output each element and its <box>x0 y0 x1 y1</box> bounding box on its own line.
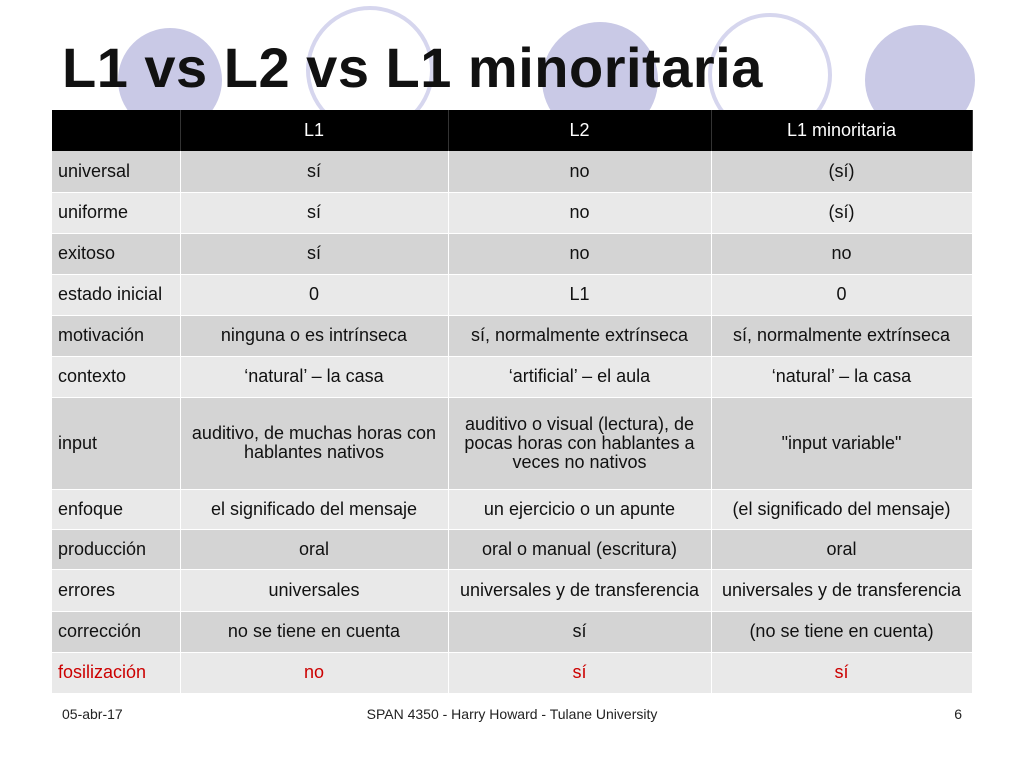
table-row <box>52 192 972 233</box>
cell-l1: sí <box>180 192 448 233</box>
cell-l2: sí <box>448 611 711 652</box>
header-cell-l2: L2 <box>448 110 711 151</box>
row-label: input <box>52 397 180 489</box>
cell-l1-minoritaria: no <box>711 233 972 274</box>
cell-l1: 0 <box>180 274 448 315</box>
cell-l1: no <box>180 652 448 693</box>
cell-l2: no <box>448 192 711 233</box>
row-label: estado inicial <box>52 274 180 315</box>
row-label: contexto <box>52 356 180 397</box>
table-row <box>52 569 972 611</box>
row-label: motivación <box>52 315 180 356</box>
cell-l1-minoritaria: (el significado del mensaje) <box>711 489 972 529</box>
row-label: corrección <box>52 611 180 652</box>
comparison-table <box>52 110 973 694</box>
cell-l1-minoritaria: sí, normalmente extrínseca <box>711 315 972 356</box>
cell-l1: ‘natural’ – la casa <box>180 356 448 397</box>
table-row <box>52 529 972 569</box>
footer-page-number: 6 <box>954 706 962 722</box>
cell-l1: ninguna o es intrínseca <box>180 315 448 356</box>
table-row <box>52 233 972 274</box>
cell-l2: auditivo o visual (lectura), de pocas horas con hablantes a veces no nativos <box>448 397 711 489</box>
row-label: uniforme <box>52 192 180 233</box>
cell-l1-minoritaria: 0 <box>711 274 972 315</box>
row-label: enfoque <box>52 489 180 529</box>
cell-l1-minoritaria: ‘natural’ – la casa <box>711 356 972 397</box>
cell-l1-minoritaria: oral <box>711 529 972 569</box>
cell-l2: ‘artificial’ – el aula <box>448 356 711 397</box>
cell-l1: universales <box>180 569 448 611</box>
row-label: errores <box>52 569 180 611</box>
table-row <box>52 274 972 315</box>
cell-l2: sí, normalmente extrínseca <box>448 315 711 356</box>
cell-l2: universales y de transferencia <box>448 569 711 611</box>
cell-l2: L1 <box>448 274 711 315</box>
cell-l1: el significado del mensaje <box>180 489 448 529</box>
table-row <box>52 489 972 529</box>
cell-l2: sí <box>448 652 711 693</box>
cell-l2: oral o manual (escritura) <box>448 529 711 569</box>
cell-l2: un ejercicio o un apunte <box>448 489 711 529</box>
cell-l2: no <box>448 151 711 192</box>
cell-l1: sí <box>180 151 448 192</box>
table-row <box>52 652 972 693</box>
footer-course-info: SPAN 4350 - Harry Howard - Tulane University <box>366 706 658 722</box>
cell-l1: auditivo, de muchas horas con hablantes nativos <box>180 397 448 489</box>
row-label: universal <box>52 151 180 192</box>
table-row <box>52 397 972 489</box>
table-row <box>52 356 972 397</box>
table-row <box>52 151 972 192</box>
row-label: fosilización <box>52 652 180 693</box>
table-row <box>52 315 972 356</box>
slide-title: L1 vs L2 vs L1 minoritaria <box>62 36 763 99</box>
cell-l1-minoritaria: (sí) <box>711 151 972 192</box>
table-row <box>52 611 972 652</box>
cell-l1: sí <box>180 233 448 274</box>
header-cell-l1-minoritaria: L1 minoritaria <box>711 110 972 151</box>
cell-l2: no <box>448 233 711 274</box>
cell-l1-minoritaria: "input variable" <box>711 397 972 489</box>
row-label: producción <box>52 529 180 569</box>
cell-l1: no se tiene en cuenta <box>180 611 448 652</box>
header-cell-l1: L1 <box>180 110 448 151</box>
cell-l1-minoritaria: (no se tiene en cuenta) <box>711 611 972 652</box>
cell-l1-minoritaria: universales y de transferencia <box>711 569 972 611</box>
cell-l1-minoritaria: sí <box>711 652 972 693</box>
cell-l1: oral <box>180 529 448 569</box>
header-cell-empty <box>52 110 180 151</box>
table-header-row <box>52 110 972 151</box>
row-label: exitoso <box>52 233 180 274</box>
footer-date: 05-abr-17 <box>62 706 123 722</box>
cell-l1-minoritaria: (sí) <box>711 192 972 233</box>
